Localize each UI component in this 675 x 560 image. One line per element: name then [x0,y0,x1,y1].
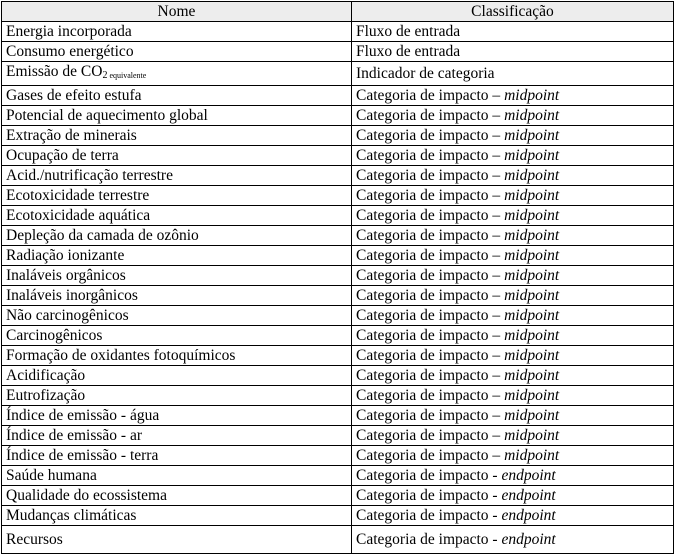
table-row [2,526,674,554]
header-name: Nome [2,2,352,22]
cell-classification-text: Categoria de impacto – [356,367,505,384]
cell-classification [352,186,674,206]
cell-name-text: Extração de minerais [6,127,137,144]
cell-classification-text: Categoria de impacto – [356,427,505,444]
cell-classification [352,526,674,554]
cell-classification-level: midpoint [504,347,560,364]
table-row [2,166,674,186]
cell-classification [352,206,674,226]
cell-name-text: Ecotoxicidade aquática [6,207,151,224]
table-row [2,146,674,166]
cell-name [2,186,352,206]
cell-name [2,226,352,246]
cell-classification-level: midpoint [504,367,560,384]
table-row [2,22,674,42]
cell-name-text: Eutrofização [6,387,86,404]
cell-classification [352,62,674,86]
cell-classification-text: Categoria de impacto – [356,167,505,184]
cell-name [2,306,352,326]
cell-classification-text: Categoria de impacto – [356,347,505,364]
table-row [2,226,674,246]
cell-classification-level: endpoint [501,467,556,484]
cell-classification-level: midpoint [504,427,560,444]
cell-classification-level: midpoint [504,287,560,304]
cell-classification-text: Categoria de impacto - [356,467,502,484]
cell-name-text: Qualidade do ecossistema [6,487,167,504]
table-row [2,346,674,366]
cell-name-text: Acid./nutrificação terrestre [6,167,173,184]
cell-classification-level: midpoint [504,447,560,464]
cell-classification-text: Categoria de impacto – [356,207,505,224]
cell-name-text: Emissão de CO [6,63,103,80]
cell-name-text: Gases de efeito estufa [6,87,142,104]
cell-name-text: Inaláveis inorgânicos [6,287,138,304]
cell-name [2,406,352,426]
cell-name-subscript-qualifier: equivalente [107,71,147,80]
table-row [2,466,674,486]
table-row [2,206,674,226]
cell-classification-text: Categoria de impacto – [356,227,505,244]
table-row [2,266,674,286]
cell-classification [352,366,674,386]
cell-name [2,42,352,62]
cell-name [2,106,352,126]
cell-name [2,466,352,486]
cell-name [2,206,352,226]
table-row [2,426,674,446]
cell-classification-text: Categoria de impacto – [356,287,505,304]
cell-classification-text: Categoria de impacto – [356,247,505,264]
cell-classification [352,146,674,166]
cell-classification-text: Categoria de impacto – [356,407,505,424]
cell-classification [352,306,674,326]
cell-classification-level: midpoint [504,147,560,164]
cell-classification-text: Categoria de impacto – [356,187,505,204]
table-row [2,186,674,206]
cell-classification [352,246,674,266]
cell-name [2,366,352,386]
cell-classification-text: Categoria de impacto – [356,107,505,124]
cell-name [2,486,352,506]
header-classification: Classificação [352,2,674,22]
cell-classification-level: midpoint [504,247,560,264]
cell-classification-text: Indicador de categoria [356,65,495,82]
cell-classification-text: Categoria de impacto – [356,307,505,324]
cell-name-text: Energia incorporada [6,23,132,40]
table-row [2,386,674,406]
cell-name-text: Depleção da camada de ozônio [6,227,199,244]
cell-name-text: Consumo energético [6,43,134,60]
cell-classification [352,406,674,426]
cell-classification [352,486,674,506]
cell-classification-level: endpoint [501,531,556,548]
cell-classification-level: midpoint [504,107,560,124]
cell-name [2,446,352,466]
table-row [2,62,674,86]
cell-classification-level: midpoint [504,227,560,244]
cell-classification-level: endpoint [501,487,556,504]
cell-classification-text: Categoria de impacto – [356,87,505,104]
cell-classification-text: Categoria de impacto – [356,127,505,144]
cell-classification-text: Categoria de impacto – [356,267,505,284]
cell-name [2,126,352,146]
cell-name [2,326,352,346]
cell-name [2,266,352,286]
table-body [2,22,674,554]
cell-classification [352,346,674,366]
table-row [2,366,674,386]
cell-classification [352,506,674,526]
cell-classification-text: Categoria de impacto - [356,531,502,548]
cell-name-text: Índice de emissão - ar [6,427,142,444]
cell-name [2,62,352,86]
cell-name-text: Potencial de aquecimento global [6,107,208,124]
cell-classification [352,386,674,406]
cell-name-text: Inaláveis orgânicos [6,267,126,284]
table-row [2,246,674,266]
cell-classification [352,226,674,246]
cell-name-text: Saúde humana [6,467,97,484]
cell-name-text: Mudanças climáticas [6,507,137,524]
table-row [2,326,674,346]
cell-classification-level: midpoint [504,307,560,324]
cell-classification-text: Categoria de impacto – [356,327,505,344]
cell-classification [352,466,674,486]
cell-classification-text: Categoria de impacto - [356,507,502,524]
cell-name [2,166,352,186]
cell-classification [352,22,674,42]
cell-classification [352,106,674,126]
cell-classification [352,86,674,106]
cell-classification-text: Categoria de impacto – [356,147,505,164]
cell-name [2,346,352,366]
cell-name [2,146,352,166]
cell-name [2,86,352,106]
table-row [2,42,674,62]
cell-name [2,286,352,306]
cell-classification-text: Fluxo de entrada [356,23,461,40]
classification-table [1,1,674,554]
cell-classification-level: midpoint [504,167,560,184]
table-row [2,286,674,306]
cell-classification [352,426,674,446]
cell-name-text: Formação de oxidantes fotoquímicos [6,347,236,364]
cell-classification-text: Categoria de impacto – [356,447,505,464]
cell-classification-text: Categoria de impacto – [356,387,505,404]
cell-name-text: Ocupação de terra [6,147,119,164]
cell-classification-level: midpoint [504,267,560,284]
cell-classification-level: midpoint [504,127,560,144]
cell-name [2,506,352,526]
cell-name-text: Índice de emissão - terra [6,447,159,464]
cell-name-subscript: 2 [102,70,108,81]
header-row [2,2,674,22]
cell-classification-level: endpoint [501,507,556,524]
cell-classification-level: midpoint [504,387,560,404]
cell-name [2,426,352,446]
cell-classification [352,42,674,62]
table-row [2,86,674,106]
table-row [2,406,674,426]
cell-classification-text: Categoria de impacto - [356,487,502,504]
cell-classification [352,326,674,346]
cell-classification-text: Fluxo de entrada [356,43,461,60]
cell-name-text: Índice de emissão - água [6,407,160,424]
cell-name-text: Radiação ionizante [6,247,125,264]
cell-name-text: Não carcinogênicos [6,307,129,324]
cell-name-text: Carcinogênicos [6,327,103,344]
cell-name-text: Acidificação [6,367,86,384]
cell-name [2,246,352,266]
cell-classification [352,266,674,286]
table-row [2,506,674,526]
table-row [2,126,674,146]
cell-classification-level: midpoint [504,187,560,204]
cell-classification-level: midpoint [504,207,560,224]
table-row [2,486,674,506]
table-row [2,446,674,466]
cell-classification-level: midpoint [504,407,560,424]
cell-classification [352,286,674,306]
cell-name [2,22,352,42]
cell-name-text: Recursos [6,531,63,548]
cell-classification-level: midpoint [504,327,560,344]
cell-name [2,526,352,554]
cell-name [2,386,352,406]
cell-name-text: Ecotoxicidade terrestre [6,187,150,204]
cell-classification [352,166,674,186]
cell-classification-level: midpoint [504,87,560,104]
cell-classification [352,446,674,466]
cell-classification [352,126,674,146]
table-row [2,306,674,326]
table-row [2,106,674,126]
